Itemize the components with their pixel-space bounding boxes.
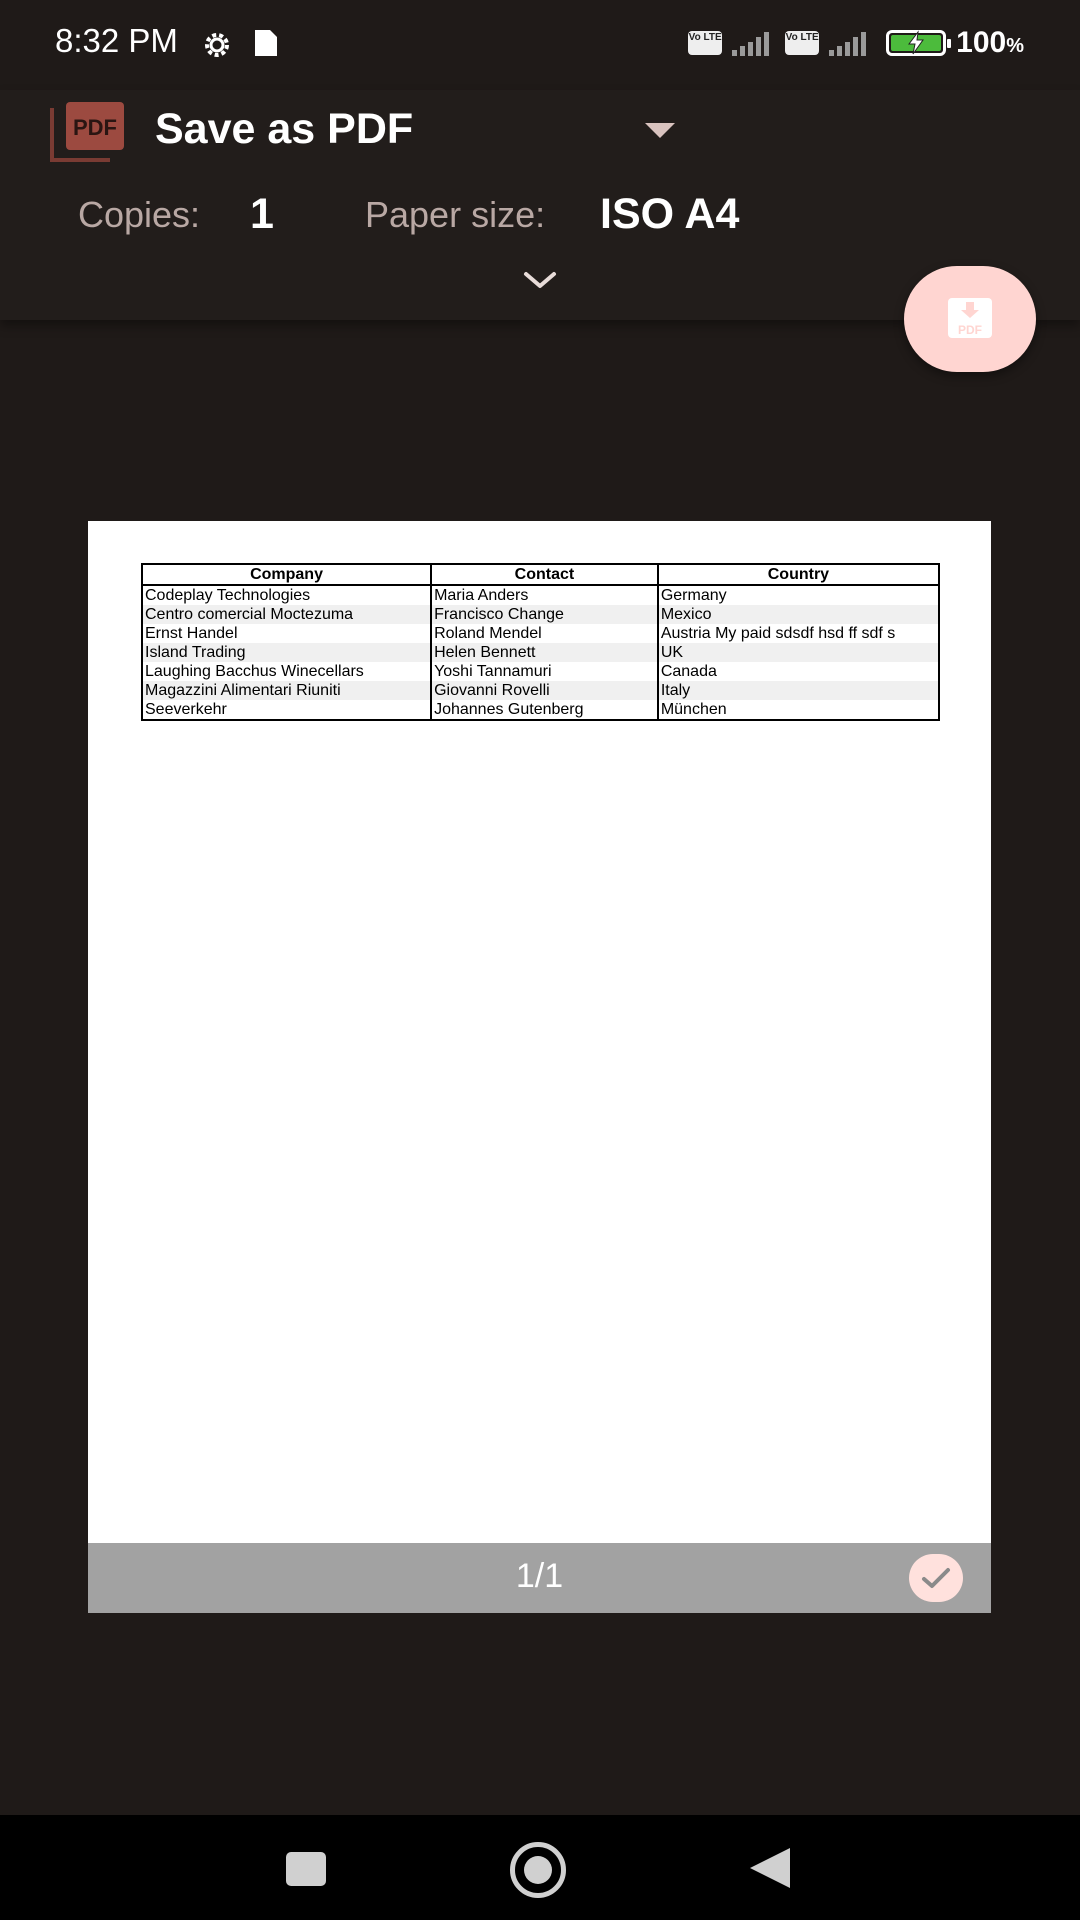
table-cell: Italy	[658, 681, 939, 700]
table-cell: Canada	[658, 662, 939, 681]
page-preview-footer	[88, 1543, 991, 1613]
battery-charging-icon	[886, 30, 946, 56]
table-cell: UK	[658, 643, 939, 662]
volte-icon: Vo LTE	[688, 31, 722, 55]
paper-size-value: ISO A4	[600, 190, 740, 238]
save-pdf-button[interactable]	[904, 266, 1036, 372]
table-cell: Johannes Gutenberg	[431, 700, 658, 720]
page-preview[interactable]	[88, 521, 991, 1543]
printer-name[interactable]: Save as PDF	[155, 105, 414, 153]
printer-dropdown-icon[interactable]	[645, 123, 675, 138]
table-cell: Ernst Handel	[145, 625, 238, 642]
table-cell: Magazzini Alimentari Riuniti	[142, 681, 431, 700]
table-cell: Seeverkehr	[145, 701, 227, 718]
table-cell: Giovanni Rovelli	[431, 681, 658, 700]
recents-button[interactable]	[286, 1852, 326, 1886]
table-cell: Yoshi Tannamuri	[431, 662, 658, 681]
svg-text:PDF: PDF	[958, 323, 982, 337]
pdf-logo-icon	[50, 100, 126, 162]
column-header: Country	[658, 564, 939, 585]
document-table	[141, 563, 940, 721]
svg-text:PDF: PDF	[73, 115, 117, 140]
table-cell: München	[658, 700, 939, 720]
copies-value: 1	[250, 190, 274, 238]
back-button[interactable]	[750, 1848, 790, 1888]
paper-size-label: Paper size:	[365, 194, 546, 235]
table-row	[142, 624, 939, 643]
table-row	[142, 605, 939, 624]
gear-icon	[200, 28, 234, 62]
column-header: Company	[142, 564, 431, 585]
chevron-down-icon[interactable]	[520, 268, 560, 292]
page-select-checkbox[interactable]	[909, 1554, 963, 1602]
copies-label: Copies:	[78, 194, 201, 235]
table-cell: Austria My paid sdsdf hsd ff sdf s	[658, 624, 939, 643]
table-header-row	[142, 564, 939, 585]
table-row	[142, 643, 939, 662]
file-icon	[253, 28, 279, 58]
table-row	[142, 662, 939, 681]
signal-icon	[829, 30, 866, 56]
table-cell: Maria Anders	[431, 585, 658, 605]
navigation-bar	[0, 1815, 1080, 1920]
table-cell: Mexico	[658, 605, 939, 624]
signal-icon	[732, 30, 769, 56]
table-row	[142, 681, 939, 700]
table-cell: Francisco Change	[431, 605, 658, 624]
table-cell: Codeplay Technologies	[145, 587, 311, 604]
table-cell: Island Trading	[142, 643, 431, 662]
page-number: 1/1	[515, 1557, 564, 1595]
table-row	[142, 585, 939, 605]
table-cell: Helen Bennett	[431, 643, 658, 662]
status-time: 8:32 PM	[55, 22, 178, 59]
battery-percent: 100%	[956, 26, 1024, 59]
table-row	[142, 700, 939, 720]
table-cell: Roland Mendel	[431, 624, 658, 643]
volte-icon: Vo LTE	[785, 31, 819, 55]
column-header: Contact	[431, 564, 658, 585]
status-bar	[0, 0, 1080, 90]
download-pdf-icon	[946, 296, 994, 340]
table-cell: Centro comercial Moctezuma	[142, 605, 431, 624]
check-icon	[921, 1565, 951, 1591]
home-button[interactable]	[510, 1842, 566, 1898]
table-cell: Laughing Bacchus Winecellars	[145, 663, 364, 680]
table-cell: Germany	[658, 585, 939, 605]
